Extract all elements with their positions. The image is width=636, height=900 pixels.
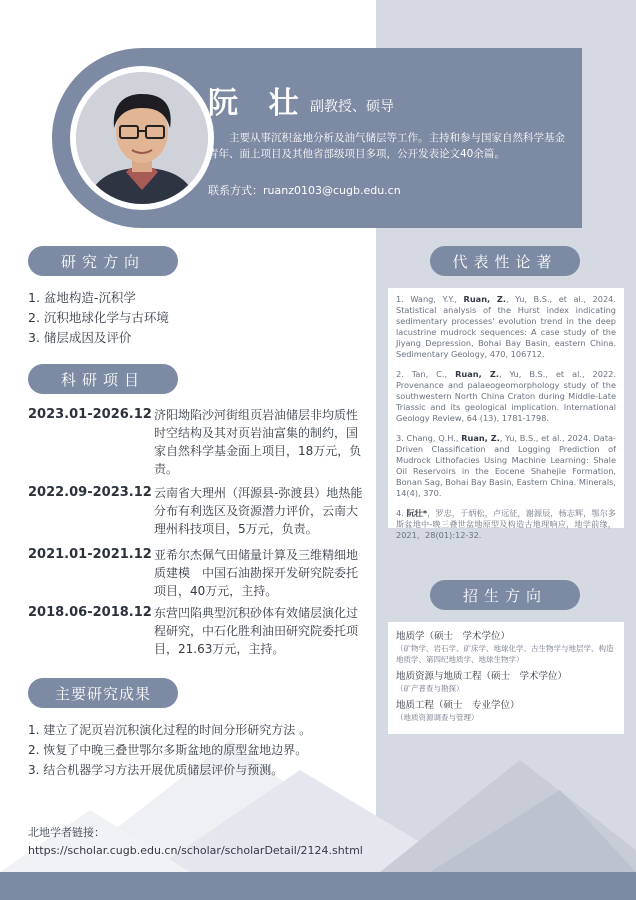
list-item: 1. 盆地构造-沉积学 — [28, 290, 136, 305]
achievements-list — [28, 720, 311, 780]
degree-fields: （矿产普查与勘探） — [396, 684, 464, 693]
list-item: 2. 沉积地球化学与古环境 — [28, 310, 169, 325]
project-date: 2021.01-2021.12 — [28, 547, 152, 562]
project-desc: 东营凹陷典型沉积砂体有效储层演化过程研究，中石化胜利油田研究院委托项目，21.63万元，主持。 — [154, 606, 359, 656]
section-projects: 科研项目 — [28, 364, 178, 394]
paper-item: 2. Tan, C., Ruan, Z., Yu, B.S., et al., 2022. Provenance and palaeogeomorphology study of the southwestern North China Craton during Middle-Late Triassic and its geological implication. International Geology Review, 64 (13), 1781-1798. — [396, 369, 616, 423]
person-name: 阮 壮 — [208, 86, 309, 121]
list-item: 3. 储层成因及评价 — [28, 330, 132, 345]
enrollment-box — [388, 622, 624, 734]
person-title: 副教授、硕导 — [310, 99, 394, 115]
project-item — [28, 546, 368, 600]
project-item — [28, 484, 368, 538]
footer-bar — [0, 872, 636, 900]
project-item — [28, 604, 368, 658]
avatar — [76, 72, 208, 204]
paper-item: 4. 阮壮*，罗忠，于炳松，卢远征，谢源辰，杨志辉，鄂尔多斯盆地中-晚三叠世盆地原型及构造古地理响应，地学前缘，2021，28(01):12-32. — [396, 508, 616, 540]
paper-item: 1. Wang, Y.Y., Ruan, Z., Yu, B.S., et al., 2024. Statistical analysis of the Hurst index indicating sedimentary processes' evolution trend in the deep lacustrine mudrock sequences: A case study of the Jiyang Depression, Bohai Bay Basin, eastern China. Sedimentary Geology, 470, 106712. — [396, 294, 616, 359]
scholar-link[interactable]: https://scholar.cugb.edu.cn/scholar/scholarDetail/2124.shtml — [28, 844, 363, 857]
contact-email[interactable]: 联系方式：ruanz0103@cugb.edu.cn — [208, 184, 401, 197]
project-date: 2018.06-2018.12 — [28, 605, 152, 620]
degree-fields: （地质资源调查与管理） — [396, 713, 479, 722]
research-directions-list — [28, 288, 169, 348]
degree-fields: （矿物学、岩石学、矿床学、地球化学、古生物学与地层学、构造地质学、第四纪地质学、地球生物学） — [396, 644, 614, 664]
scholar-links — [28, 824, 363, 860]
project-desc: 亚希尔杰佩气田储量计算及三维精细地质建模 中国石油勘探开发研究院委托项目，40万元，主持。 — [154, 548, 359, 598]
project-date: 2023.01-2026.12 — [28, 407, 152, 422]
project-desc: 云南省大理州（洱源县-弥渡县）地热能分布有利选区及资源潜力评价，云南大理州科技项目，5万元，负责。 — [154, 486, 363, 536]
section-papers: 代表性论著 — [430, 246, 580, 276]
project-date: 2022.09-2023.12 — [28, 485, 152, 500]
list-item: 3. 结合机器学习方法开展优质储层评价与预测。 — [28, 763, 284, 777]
paper-item: 3. Chang, Q.H., Ruan, Z., Yu, B.S., et al., 2024. Data-Driven Classification and Logging Prediction of Mudrock Lithofacies Using Machine Learning: Shale Oil Reservoirs in the Eocene Shahejie Formation, Bonan Sag, Bohai Bay Basin, Eastern China. Minerals, 14(4), 370. — [396, 433, 617, 498]
section-achievements: 主要研究成果 — [28, 678, 178, 708]
list-item: 1. 建立了泥页岩沉积演化过程的时间分形研究方法 。 — [28, 723, 312, 737]
links-label: 北地学者链接： — [28, 826, 105, 839]
papers-box — [388, 288, 624, 540]
list-item: 2. 恢复了中晚三叠世鄂尔多斯盆地的原型盆地边界。 — [28, 743, 308, 757]
section-enrollment: 招生方向 — [430, 580, 580, 610]
degree-name: 地质工程（硕士 专业学位） — [396, 700, 520, 711]
degree-name: 地质资源与地质工程（硕士 学术学位） — [396, 671, 568, 682]
section-research-directions: 研究方向 — [28, 246, 178, 276]
project-item — [28, 406, 368, 478]
person-intro: 主要从事沉积盆地分析及油气储层等工作。主持和参与国家自然科学基金青年、面上项目及其他省部级项目多项，公开发表论文40余篇。 — [208, 132, 565, 160]
degree-name: 地质学（硕士 学术学位） — [396, 631, 511, 642]
project-desc: 济阳坳陷沙河街组页岩油储层非均质性时空结构及其对页岩油富集的制约，国家自然科学基金面上项目，18万元，负责。 — [154, 408, 362, 476]
